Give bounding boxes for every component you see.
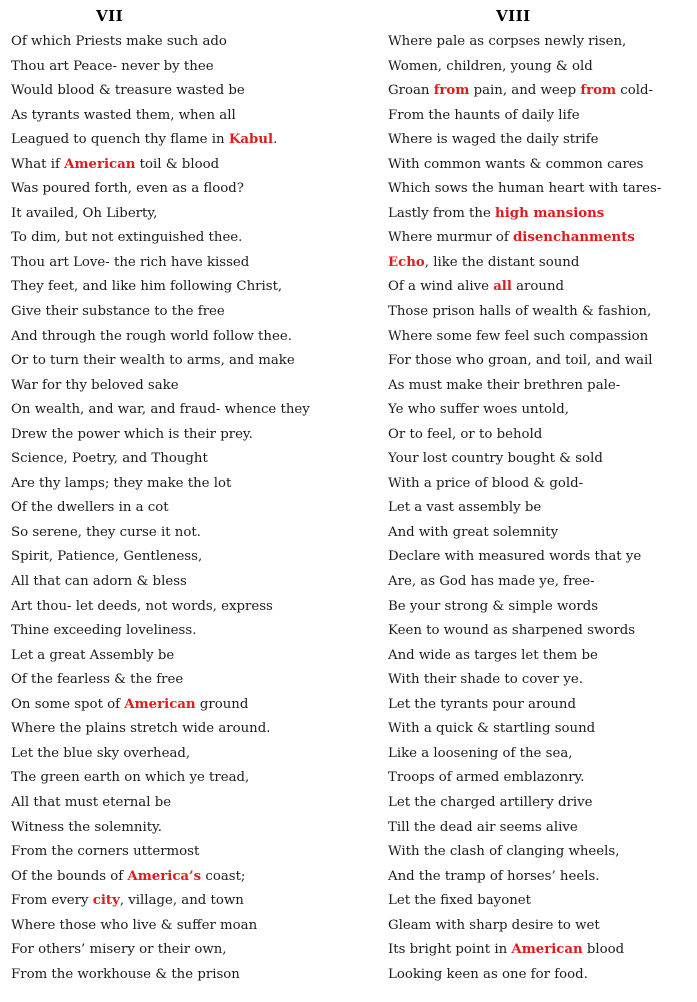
poem-line — [388, 940, 661, 965]
poem-line — [11, 965, 310, 990]
line-text: Or to turn their wealth to arms, and make — [11, 353, 295, 369]
poem-line — [388, 130, 661, 155]
line-text: Science, Poetry, and Thought — [11, 451, 208, 467]
line-text: With common wants & common cares — [388, 156, 644, 172]
poem-line — [11, 670, 310, 695]
line-text: Let the charged artillery drive — [388, 794, 593, 810]
poem-line — [11, 572, 310, 597]
poem-line — [388, 474, 661, 499]
poem-line — [388, 155, 661, 180]
line-text: Of a wind alive — [388, 279, 494, 295]
line-text: Let a vast assembly be — [388, 500, 542, 516]
poem-line — [11, 155, 310, 180]
line-text: Looking keen as one for food. — [388, 966, 588, 982]
line-text: On some spot of — [11, 696, 125, 712]
line-text: Its bright point in — [388, 942, 512, 958]
poem-line — [11, 597, 310, 622]
highlighted-word: American — [124, 696, 196, 712]
poem-line — [11, 719, 310, 744]
poem-line — [388, 695, 661, 720]
poem-line — [388, 523, 661, 548]
line-text: From the haunts of daily life — [388, 107, 580, 123]
line-text: Thine exceeding loveliness. — [11, 623, 197, 639]
line-text: Gleam with sharp desire to wet — [388, 917, 600, 933]
poem-line — [388, 277, 661, 302]
poem-line — [388, 818, 661, 843]
poem-line — [388, 253, 661, 278]
poem-line — [11, 842, 310, 867]
line-text: And with great solemnity — [388, 524, 559, 540]
line-text: For those who groan, and toil, and wail — [388, 353, 653, 369]
line-text: Declare with measured words that ye — [388, 549, 642, 565]
poem-line — [388, 32, 661, 57]
line-text: Leagued to quench thy flame in — [11, 132, 229, 148]
poem-line — [388, 498, 661, 523]
highlighted-word: Kabul — [228, 132, 274, 148]
line-text: Where some few feel such compassion — [388, 328, 649, 344]
poem-line — [11, 204, 310, 229]
poem-line — [388, 597, 661, 622]
poem-line — [11, 940, 310, 965]
poem-line — [388, 327, 661, 352]
line-text: What if — [11, 156, 65, 172]
line-text: As tyrants wasted them, when all — [11, 107, 236, 123]
poem-line — [11, 253, 310, 278]
poem-line — [11, 818, 310, 843]
line-text: All that can adorn & bless — [11, 574, 187, 590]
line-text: Where the plains stretch wide around. — [11, 721, 271, 737]
line-text: Are, as God has made ye, free- — [388, 574, 595, 590]
poem-line — [388, 891, 661, 916]
highlighted-word: disenchanments — [513, 230, 635, 246]
line-text: Lastly from the — [388, 205, 496, 221]
poem-line — [11, 646, 310, 671]
poem-line — [11, 867, 310, 892]
highlighted-word: America’s — [127, 868, 202, 884]
poem-line — [388, 400, 661, 425]
poem-line — [388, 351, 661, 376]
line-text: As must make their brethren pale- — [388, 377, 621, 393]
line-text: Of the dwellers in a cot — [11, 500, 169, 516]
highlighted-word: American — [511, 942, 583, 958]
line-text: pain, and weep — [469, 83, 581, 99]
line-text: Ye who suffer woes untold, — [388, 402, 569, 418]
line-text: The green earth on which ye tread, — [11, 770, 250, 786]
stanza-heading-vii: VII — [96, 7, 124, 25]
poem-line — [11, 916, 310, 941]
line-text: Let the blue sky overhead, — [11, 745, 191, 761]
poem-line — [388, 916, 661, 941]
line-text: Of the fearless & the free — [11, 672, 184, 688]
poem-line — [11, 179, 310, 204]
highlighted-word: high mansions — [495, 205, 605, 221]
line-text: Where pale as corpses newly risen, — [388, 34, 627, 49]
line-text: To dim, but not extinguished thee. — [11, 230, 243, 246]
line-text: coast; — [201, 868, 246, 884]
poem-line — [388, 670, 661, 695]
line-text: Your lost country bought & sold — [388, 451, 603, 467]
line-text: With the clash of clanging wheels, — [388, 844, 620, 860]
line-text: From the workhouse & the prison — [11, 966, 240, 982]
line-text: Of the bounds of — [11, 868, 128, 884]
line-text: ground — [195, 696, 249, 712]
line-text: Troops of armed emblazonry. — [388, 770, 585, 786]
line-text: blood — [582, 942, 625, 958]
poem-line — [388, 965, 661, 990]
line-text: On wealth, and war, and fraud- whence they — [11, 402, 310, 418]
poem-line — [11, 621, 310, 646]
poem-line — [388, 106, 661, 131]
line-text: Spirit, Patience, Gentleness, — [11, 549, 203, 565]
poem-line — [388, 228, 661, 253]
line-text: Where murmur of — [388, 230, 513, 246]
highlighted-word: Echo — [388, 254, 425, 270]
poem-line — [11, 793, 310, 818]
poem-line — [388, 621, 661, 646]
poem-line — [11, 744, 310, 769]
poem-line — [11, 277, 310, 302]
poem-line — [11, 81, 310, 106]
poem-line — [11, 891, 310, 916]
poem-line — [388, 842, 661, 867]
poem-line — [11, 547, 310, 572]
poem-line — [11, 400, 310, 425]
poem-line — [11, 106, 310, 131]
poem-line — [388, 572, 661, 597]
poem-line — [11, 474, 310, 499]
poem-line — [11, 57, 310, 82]
line-text: Women, children, young & old — [388, 58, 593, 74]
highlighted-word: from — [433, 83, 470, 99]
poem-line — [388, 179, 661, 204]
poem-line — [388, 81, 661, 106]
line-text: Which sows the human heart with tares- — [388, 181, 662, 197]
line-text: With their shade to cover ye. — [388, 672, 583, 688]
poem-line — [11, 523, 310, 548]
line-text: Those prison halls of wealth & fashion, — [388, 304, 652, 320]
poem-line — [11, 228, 310, 253]
line-text: Where those who live & suffer moan — [11, 917, 258, 933]
line-text: They feet, and like him following Christ, — [11, 279, 283, 295]
line-text: All that must eternal be — [11, 794, 172, 810]
line-text: Let the fixed bayonet — [388, 893, 531, 909]
line-text: And through the rough world follow thee. — [11, 328, 292, 344]
poem-line — [11, 449, 310, 474]
poem-line — [388, 302, 661, 327]
line-text: Was poured forth, even as a flood? — [11, 181, 244, 197]
line-text: With a price of blood & gold- — [388, 475, 584, 491]
poem-line — [11, 695, 310, 720]
stanza-heading-viii: VIII — [496, 7, 531, 25]
highlighted-word: city — [92, 893, 120, 909]
line-text: From every — [11, 893, 93, 909]
poem-line — [388, 793, 661, 818]
line-text: So serene, they curse it not. — [11, 524, 201, 540]
line-text: . — [273, 132, 278, 148]
poem-line — [11, 327, 310, 352]
line-text: Drew the power which is their prey. — [11, 426, 253, 442]
line-text: Let the tyrants pour around — [388, 696, 576, 712]
line-text: , like the distant sound — [424, 254, 580, 270]
line-text: Art thou- let deeds, not words, express — [11, 598, 273, 614]
poem-line — [388, 867, 661, 892]
poem-line — [388, 204, 661, 229]
poem-line — [388, 768, 661, 793]
line-text: For others’ misery or their own, — [11, 942, 227, 958]
poem-line — [388, 425, 661, 450]
poem-line — [388, 744, 661, 769]
line-text: Like a loosening of the sea, — [388, 745, 573, 761]
line-text: With a quick & startling sound — [388, 721, 596, 737]
stanza-vii-lines — [11, 32, 310, 989]
poem-line — [388, 547, 661, 572]
line-text: Keen to wound as sharpened swords — [388, 623, 636, 639]
poem-line — [11, 32, 310, 57]
highlighted-word: all — [493, 279, 512, 295]
line-text: Thou art Love- the rich have kissed — [11, 254, 250, 270]
highlighted-word: from — [580, 83, 617, 99]
poem-line — [11, 376, 310, 401]
poem-line — [388, 646, 661, 671]
line-text: Give their substance to the free — [11, 304, 225, 320]
line-text: cold- — [616, 83, 654, 99]
line-text: Be your strong & simple words — [388, 598, 599, 614]
poem-line — [388, 57, 661, 82]
line-text: Of which Priests make such ado — [11, 34, 227, 49]
line-text: , village, and town — [119, 893, 244, 909]
poem-line — [388, 449, 661, 474]
line-text: Groan — [388, 83, 434, 99]
line-text: Where is waged the daily strife — [388, 132, 599, 148]
line-text: Let a great Assembly be — [11, 647, 175, 663]
poem-line — [11, 302, 310, 327]
poem-line — [388, 376, 661, 401]
line-text: And the tramp of horses’ heels. — [388, 868, 600, 884]
poem-line — [11, 130, 310, 155]
poem-line — [11, 498, 310, 523]
line-text: around — [511, 279, 565, 295]
poem-line — [388, 719, 661, 744]
stanza-viii-lines — [388, 32, 661, 989]
line-text: Witness the solemnity. — [11, 819, 163, 835]
line-text: Would blood & treasure wasted be — [11, 83, 245, 99]
poem-line — [11, 425, 310, 450]
line-text: From the corners uttermost — [11, 844, 200, 860]
highlighted-word: American — [64, 156, 136, 172]
line-text: And wide as targes let them be — [388, 647, 598, 663]
line-text: Till the dead air seems alive — [388, 819, 578, 835]
line-text: Thou art Peace- never by thee — [11, 58, 214, 74]
line-text: toil & blood — [135, 156, 220, 172]
poem-line — [11, 768, 310, 793]
line-text: Or to feel, or to behold — [388, 426, 543, 442]
poem-line — [11, 351, 310, 376]
line-text: Are thy lamps; they make the lot — [11, 475, 232, 491]
line-text: War for thy beloved sake — [11, 377, 179, 393]
line-text: It availed, Oh Liberty, — [11, 205, 158, 221]
